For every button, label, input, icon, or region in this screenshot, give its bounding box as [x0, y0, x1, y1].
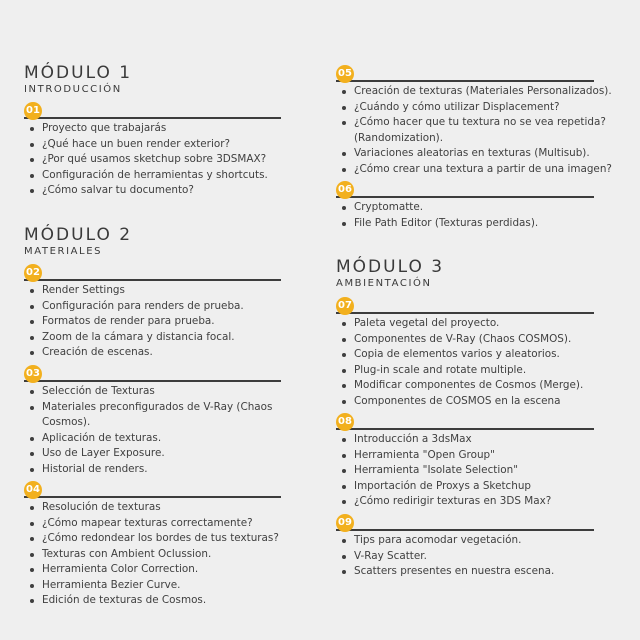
list-item [24, 121, 268, 137]
bullet-icon [30, 468, 34, 472]
list-item-text: Importación de Proxys a Sketchup [354, 479, 532, 492]
list-item-text: Introducción a 3dsMax [354, 433, 472, 445]
list-item [336, 533, 554, 549]
section-header [336, 181, 538, 199]
list-item-text: Materiales preconfigurados de V-Ray (Chaos Cosmos). [42, 400, 273, 428]
list-item [24, 283, 244, 299]
bullet-icon [30, 289, 34, 293]
section-rule [24, 117, 281, 119]
list-item-text: Variaciones aleatorias en texturas (Multisub). [354, 147, 590, 159]
list-item [24, 547, 279, 563]
section-header [336, 514, 554, 532]
section-rule [24, 380, 281, 382]
list-item [336, 100, 616, 116]
section-header [24, 264, 244, 282]
list-item-text: Componentes de V-Ray (Chaos COSMOS). [354, 332, 572, 345]
module-subtitle: INTRODUCCIÓN [24, 84, 122, 95]
section-item-list [336, 432, 551, 510]
list-item-text: Formatos de render para prueba. [42, 315, 215, 327]
section-06 [336, 181, 538, 230]
bullet-icon [342, 90, 346, 94]
list-item-text: Tips para acomodar vegetación. [354, 534, 522, 546]
section-header [24, 481, 279, 499]
list-item-text: ¿Cómo crear una textura a partir de una imagen? [354, 162, 612, 175]
list-item-text: Zoom de la cámara y distancia focal. [42, 330, 235, 343]
list-item-text: Edición de texturas de Cosmos. [42, 594, 207, 606]
list-item-text: ¿Por qué usamos sketchup sobre 3DSMAX? [42, 153, 267, 165]
list-item-text: Configuración para renders de prueba. [42, 299, 244, 312]
list-item-text: Proyecto que trabajarás [42, 122, 167, 134]
list-item [24, 137, 268, 153]
section-item-list [336, 84, 616, 177]
section-rule [336, 428, 594, 430]
list-item [24, 345, 244, 361]
list-item-text: ¿Cómo mapear texturas correctamente? [42, 516, 253, 529]
list-item-text: Componentes de COSMOS en la escena [354, 394, 561, 407]
list-item [336, 378, 583, 394]
bullet-icon [342, 539, 346, 543]
list-item-text: Plug-in scale and rotate multiple. [354, 363, 527, 376]
list-item [336, 564, 554, 580]
list-item-text: ¿Qué hace un buen render exterior? [42, 137, 230, 150]
section-09 [336, 514, 554, 579]
list-item-text: Selección de Texturas [42, 385, 155, 397]
module-title: MÓDULO 3 [336, 257, 445, 277]
section-08 [336, 413, 551, 509]
bullet-icon [30, 305, 34, 309]
bullet-icon [30, 406, 34, 410]
bullet-icon [342, 454, 346, 458]
list-item [24, 183, 268, 199]
bullet-icon [342, 338, 346, 342]
list-item [336, 347, 583, 363]
list-item-text: Historial de renders. [42, 462, 148, 475]
list-item [24, 500, 279, 516]
bullet-icon [30, 351, 34, 355]
section-item-list [24, 384, 294, 477]
section-03 [24, 365, 294, 476]
section-header [336, 65, 616, 83]
section-rule [24, 496, 281, 498]
list-item [336, 200, 538, 216]
list-item-text: ¿Cómo salvar tu documento? [42, 184, 194, 196]
list-item-text: Scatters presentes en nuestra escena. [354, 565, 555, 577]
list-item [24, 168, 268, 184]
bullet-icon [342, 400, 346, 404]
section-item-list [24, 500, 279, 609]
list-item [24, 562, 279, 578]
section-header [336, 297, 583, 315]
list-item [24, 431, 294, 447]
section-number-badge: 05 [336, 65, 354, 83]
bullet-icon [30, 452, 34, 456]
bullet-icon [30, 336, 34, 340]
bullet-icon [342, 222, 346, 226]
list-item-text: Herramienta "Open Group" [354, 448, 495, 461]
list-item-text: Uso de Layer Exposure. [42, 447, 165, 459]
bullet-icon [342, 555, 346, 559]
bullet-icon [30, 537, 34, 541]
bullet-icon [30, 506, 34, 510]
bullet-icon [342, 438, 346, 442]
list-item [336, 549, 554, 565]
list-item [24, 152, 268, 168]
list-item-text: ¿Cómo hacer que tu textura no se vea repetida? (Randomization). [354, 116, 606, 144]
section-number-badge: 04 [24, 481, 42, 499]
section-item-list [336, 316, 583, 409]
bullet-icon [30, 143, 34, 147]
list-item [336, 84, 616, 100]
bullet-icon [342, 322, 346, 326]
section-rule [336, 529, 594, 531]
list-item [24, 578, 279, 594]
list-item [24, 531, 279, 547]
section-number-badge: 06 [336, 181, 354, 199]
list-item-text: Copia de elementos varios y aleatorios. [354, 348, 560, 360]
section-rule [24, 279, 281, 281]
list-item-text: File Path Editor (Texturas perdidas). [354, 216, 539, 229]
section-header [24, 365, 294, 383]
list-item [24, 446, 294, 462]
section-05 [336, 65, 616, 176]
section-number-badge: 07 [336, 297, 354, 315]
module-3-header [336, 258, 444, 290]
bullet-icon [30, 584, 34, 588]
list-item [24, 593, 279, 609]
list-item [24, 299, 244, 315]
list-item-text: Herramienta Bezier Curve. [42, 578, 181, 591]
list-item-text: Paleta vegetal del proyecto. [354, 317, 500, 329]
module-subtitle: AMBIENTACIÓN [336, 278, 432, 289]
bullet-icon [30, 568, 34, 572]
section-item-list [336, 200, 538, 231]
list-item-text: Cryptomatte. [354, 201, 424, 213]
list-item [336, 448, 551, 464]
list-item [24, 330, 244, 346]
section-number-badge: 09 [336, 514, 354, 532]
module-title: MÓDULO 1 [24, 63, 133, 83]
list-item [336, 479, 551, 495]
section-rule [336, 80, 594, 82]
list-item [336, 162, 616, 178]
section-04 [24, 481, 279, 608]
bullet-icon [342, 384, 346, 388]
bullet-icon [30, 189, 34, 193]
list-item-text: ¿Cómo redondear los bordes de tus texturas? [42, 532, 279, 544]
list-item [24, 462, 294, 478]
list-item [336, 432, 551, 448]
bullet-icon [30, 174, 34, 178]
list-item [24, 314, 244, 330]
section-header [24, 102, 268, 120]
section-07 [336, 297, 583, 408]
module-title: MÓDULO 2 [24, 225, 133, 245]
bullet-icon [342, 106, 346, 110]
bullet-icon [342, 570, 346, 574]
list-item [336, 115, 616, 146]
module-subtitle: MATERIALES [24, 246, 103, 257]
bullet-icon [30, 553, 34, 557]
bullet-icon [342, 500, 346, 504]
list-item-text: ¿Cómo redirigir texturas en 3DS Max? [354, 495, 552, 507]
list-item [336, 463, 551, 479]
bullet-icon [342, 152, 346, 156]
section-01 [24, 102, 268, 198]
list-item-text: V-Ray Scatter. [354, 549, 427, 562]
section-item-list [336, 533, 554, 580]
list-item-text: Resolución de texturas [42, 501, 161, 513]
list-item [336, 332, 583, 348]
list-item [24, 516, 279, 532]
bullet-icon [342, 168, 346, 172]
list-item [24, 384, 294, 400]
bullet-icon [342, 469, 346, 473]
bullet-icon [30, 522, 34, 526]
list-item [336, 146, 616, 162]
list-item-text: Configuración de herramientas y shortcuts. [42, 168, 268, 181]
list-item [336, 363, 583, 379]
section-number-badge: 02 [24, 264, 42, 282]
list-item [336, 216, 538, 232]
section-rule [336, 312, 594, 314]
list-item-text: Aplicación de texturas. [42, 431, 162, 444]
list-item-text: ¿Cuándo y cómo utilizar Displacement? [354, 100, 560, 113]
list-item-text: Render Settings [42, 284, 125, 296]
bullet-icon [342, 369, 346, 373]
list-item-text: Creación de texturas (Materiales Personalizados). [354, 85, 612, 97]
section-number-badge: 03 [24, 365, 42, 383]
list-item-text: Herramienta "Isolate Selection" [354, 464, 518, 476]
section-item-list [24, 283, 244, 361]
list-item [336, 494, 551, 510]
section-item-list [24, 121, 268, 199]
list-item-text: Creación de escenas. [42, 346, 153, 358]
list-item [336, 316, 583, 332]
bullet-icon [342, 485, 346, 489]
list-item [336, 394, 583, 410]
section-02 [24, 264, 244, 360]
list-item [24, 400, 294, 431]
bullet-icon [342, 206, 346, 210]
section-rule [336, 196, 594, 198]
bullet-icon [30, 320, 34, 324]
section-number-badge: 08 [336, 413, 354, 431]
bullet-icon [342, 121, 346, 125]
bullet-icon [30, 599, 34, 603]
section-header [336, 413, 551, 431]
module-2-header [24, 226, 132, 258]
bullet-icon [30, 158, 34, 162]
bullet-icon [30, 127, 34, 131]
list-item-text: Modificar componentes de Cosmos (Merge). [354, 379, 584, 391]
bullet-icon [30, 390, 34, 394]
list-item-text: Texturas con Ambient Oclussion. [42, 547, 212, 560]
list-item-text: Herramienta Color Correction. [42, 563, 199, 575]
module-1-header [24, 64, 132, 96]
bullet-icon [342, 353, 346, 357]
bullet-icon [30, 437, 34, 441]
section-number-badge: 01 [24, 102, 42, 120]
